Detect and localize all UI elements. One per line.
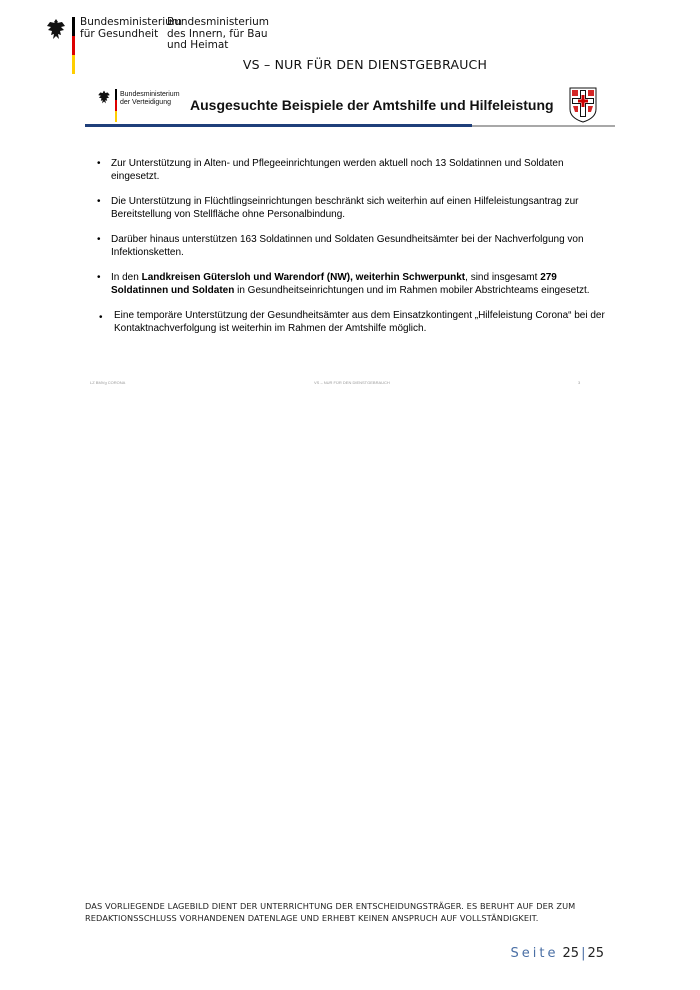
classification-header: VS – NUR FÜR DEN DIENSTGEBRAUCH bbox=[242, 57, 488, 72]
bullet-list bbox=[97, 157, 607, 347]
flag-stripe-small bbox=[115, 89, 117, 122]
header-rule-grey bbox=[472, 125, 615, 127]
header-rule-blue bbox=[85, 124, 472, 127]
ministry-defence-logo-text: Bundesministerium der Verteidigung bbox=[120, 91, 180, 106]
page-number: Seite 25 | 25 bbox=[510, 946, 604, 961]
bullet-item: • Die Unterstützung in Flüchtlingseinrichtungen beschränkt sich weiterhin auf einen Hilfeleistungsantrag zur Bereitstellung von Stellfläche ohne Personalbindung. bbox=[97, 195, 607, 221]
slide-footer-left: LZ BMVg CORONA bbox=[90, 380, 126, 385]
bullet-item: • In den Landkreisen Gütersloh und Warendorf (NW), weiterhin Schwerpunkt, sind insgesamt 279 Soldatinnen und Soldaten in Gesundheitseinrichtungen und im Rahmen mobiler Abstrichteams eingesetzt. bbox=[97, 271, 607, 297]
federal-eagle-small-icon bbox=[97, 90, 111, 104]
page-total: 25 bbox=[587, 946, 604, 961]
slide-footer-page: 3 bbox=[578, 380, 581, 385]
medical-service-emblem-icon bbox=[569, 87, 597, 123]
bullet-item: • Zur Unterstützung in Alten- und Pflegeeinrichtungen werden aktuell noch 13 Soldatinnen und Soldaten eingesetzt. bbox=[97, 157, 607, 183]
page-current: 25 bbox=[562, 946, 580, 961]
bullet-item: • Eine temporäre Unterstützung der Gesundheitsämter aus dem Einsatzkontingent „Hilfeleistung Corona“ bei der Kontaktnachverfolgung ist weiterhin im Rahmen der Amtshilfe möglich. bbox=[97, 309, 607, 335]
federal-eagle-icon bbox=[46, 18, 66, 40]
bullet-item: • Darüber hinaus unterstützen 163 Soldatinnen und Soldaten Gesundheitsämter bei der Nachverfolgung von Infektionsketten. bbox=[97, 233, 607, 259]
slide-footer-center: VS – NUR FÜR DEN DIENSTGEBRAUCH bbox=[314, 380, 390, 385]
ministry-interior-logo-text: Bundesministerium des Innern, für Bau und Heimat bbox=[167, 16, 269, 51]
ministry-health-logo-text: Bundesministerium für Gesundheit bbox=[80, 16, 182, 40]
page-label: Seite bbox=[510, 946, 559, 961]
disclaimer-text: DAS VORLIEGENDE LAGEBILD DIENT DER UNTERRICHTUNG DER ENTSCHEIDUNGSTRÄGER. ES BERUHT AUF DER ZUM REDAKTIONSSCHLUSS VORHANDENEN DATENLAGE UND ERHEBT KEINEN ANSPRUCH AUF VOLLSTÄNDIGKEIT. bbox=[85, 901, 576, 923]
slide-title: Ausgesuchte Beispiele der Amtshilfe und Hilfeleistung bbox=[190, 97, 554, 113]
